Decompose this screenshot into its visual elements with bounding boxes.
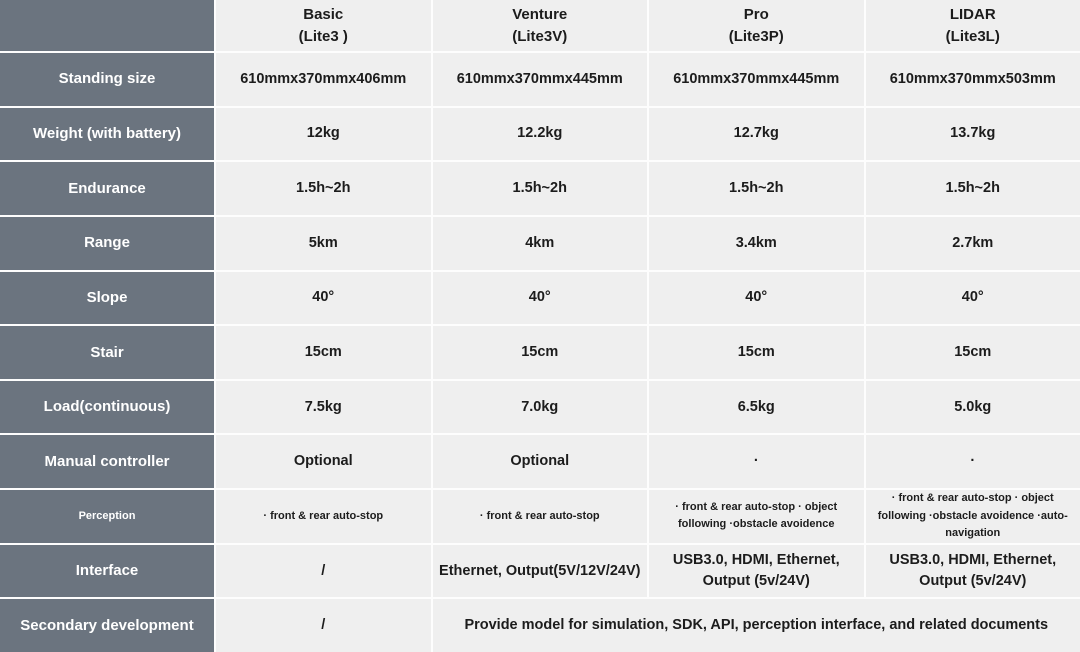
column-header-basic [216, 0, 431, 51]
row-label-standing-size: Standing size [0, 53, 214, 106]
spec-cell-range-venture: 4km [433, 217, 648, 270]
column-subname: (Lite3P) [728, 27, 784, 45]
column-name: Venture [512, 5, 568, 23]
spec-cell-perception-basic: · front & rear auto-stop [216, 490, 431, 543]
column-subname: (Lite3L) [945, 27, 1000, 45]
row-label-load: Load(continuous) [0, 381, 214, 434]
spec-cell-interface-basic: / [216, 545, 431, 598]
column-subname: (Lite3V) [512, 27, 568, 45]
spec-cell-weight-pro: 12.7kg [649, 108, 864, 161]
spec-cell-manual-lidar: · [866, 435, 1080, 488]
spec-cell-secondary-merged: Provide model for simulation, SDK, API, perception interface, and related documents [433, 599, 1080, 652]
row-label-perception: Perception [0, 490, 214, 543]
spec-cell-weight-basic: 12kg [216, 108, 431, 161]
spec-cell-standing-size-pro: 610mmx370mmx445mm [649, 53, 864, 106]
row-label-range: Range [0, 217, 214, 270]
corner-cell [0, 0, 214, 51]
column-name: LIDAR [949, 5, 996, 23]
spec-cell-manual-basic: Optional [216, 435, 431, 488]
column-name: Pro [743, 5, 769, 23]
spec-cell-manual-pro: · [649, 435, 864, 488]
spec-cell-interface-pro: USB3.0, HDMI, Ethernet, Output (5v/24V) [649, 545, 864, 598]
spec-cell-stair-pro: 15cm [649, 326, 864, 379]
spec-cell-stair-basic: 15cm [216, 326, 431, 379]
spec-cell-perception-venture: · front & rear auto-stop [433, 490, 648, 543]
spec-cell-slope-lidar: 40° [866, 272, 1080, 325]
spec-cell-endurance-basic: 1.5h~2h [216, 162, 431, 215]
spec-cell-perception-lidar: · front & rear auto-stop · object following ·obstacle avoidence ·auto-navigation [866, 490, 1080, 543]
spec-cell-perception-pro: · front & rear auto-stop · object following ·obstacle avoidence [649, 490, 864, 543]
row-label-endurance: Endurance [0, 162, 214, 215]
column-header-lidar [866, 0, 1080, 51]
spec-cell-weight-venture: 12.2kg [433, 108, 648, 161]
spec-cell-endurance-venture: 1.5h~2h [433, 162, 648, 215]
row-label-manual-controller: Manual controller [0, 435, 214, 488]
spec-cell-manual-venture: Optional [433, 435, 648, 488]
spec-cell-standing-size-venture: 610mmx370mmx445mm [433, 53, 648, 106]
spec-cell-endurance-lidar: 1.5h~2h [866, 162, 1080, 215]
column-subname: (Lite3 ) [298, 27, 348, 45]
spec-cell-weight-lidar: 13.7kg [866, 108, 1080, 161]
spec-cell-interface-lidar: USB3.0, HDMI, Ethernet, Output (5v/24V) [866, 545, 1080, 598]
spec-cell-secondary-basic: / [216, 599, 431, 652]
spec-cell-slope-venture: 40° [433, 272, 648, 325]
spec-cell-load-basic: 7.5kg [216, 381, 431, 434]
row-label-secondary-development: Secondary development [0, 599, 214, 652]
spec-cell-range-pro: 3.4km [649, 217, 864, 270]
column-header-pro [649, 0, 864, 51]
row-label-weight: Weight (with battery) [0, 108, 214, 161]
spec-cell-endurance-pro: 1.5h~2h [649, 162, 864, 215]
row-label-slope: Slope [0, 272, 214, 325]
row-label-stair: Stair [0, 326, 214, 379]
spec-cell-slope-basic: 40° [216, 272, 431, 325]
column-name: Basic [303, 5, 344, 23]
spec-cell-slope-pro: 40° [649, 272, 864, 325]
spec-cell-stair-venture: 15cm [433, 326, 648, 379]
spec-cell-range-lidar: 2.7km [866, 217, 1080, 270]
spec-cell-load-venture: 7.0kg [433, 381, 648, 434]
spec-cell-range-basic: 5km [216, 217, 431, 270]
spec-cell-standing-size-lidar: 610mmx370mmx503mm [866, 53, 1080, 106]
spec-cell-interface-venture: Ethernet, Output(5V/12V/24V) [433, 545, 648, 598]
spec-cell-load-lidar: 5.0kg [866, 381, 1080, 434]
column-header-venture [433, 0, 648, 51]
spec-cell-standing-size-basic: 610mmx370mmx406mm [216, 53, 431, 106]
spec-cell-stair-lidar: 15cm [866, 326, 1080, 379]
spec-cell-load-pro: 6.5kg [649, 381, 864, 434]
row-label-interface: Interface [0, 545, 214, 598]
